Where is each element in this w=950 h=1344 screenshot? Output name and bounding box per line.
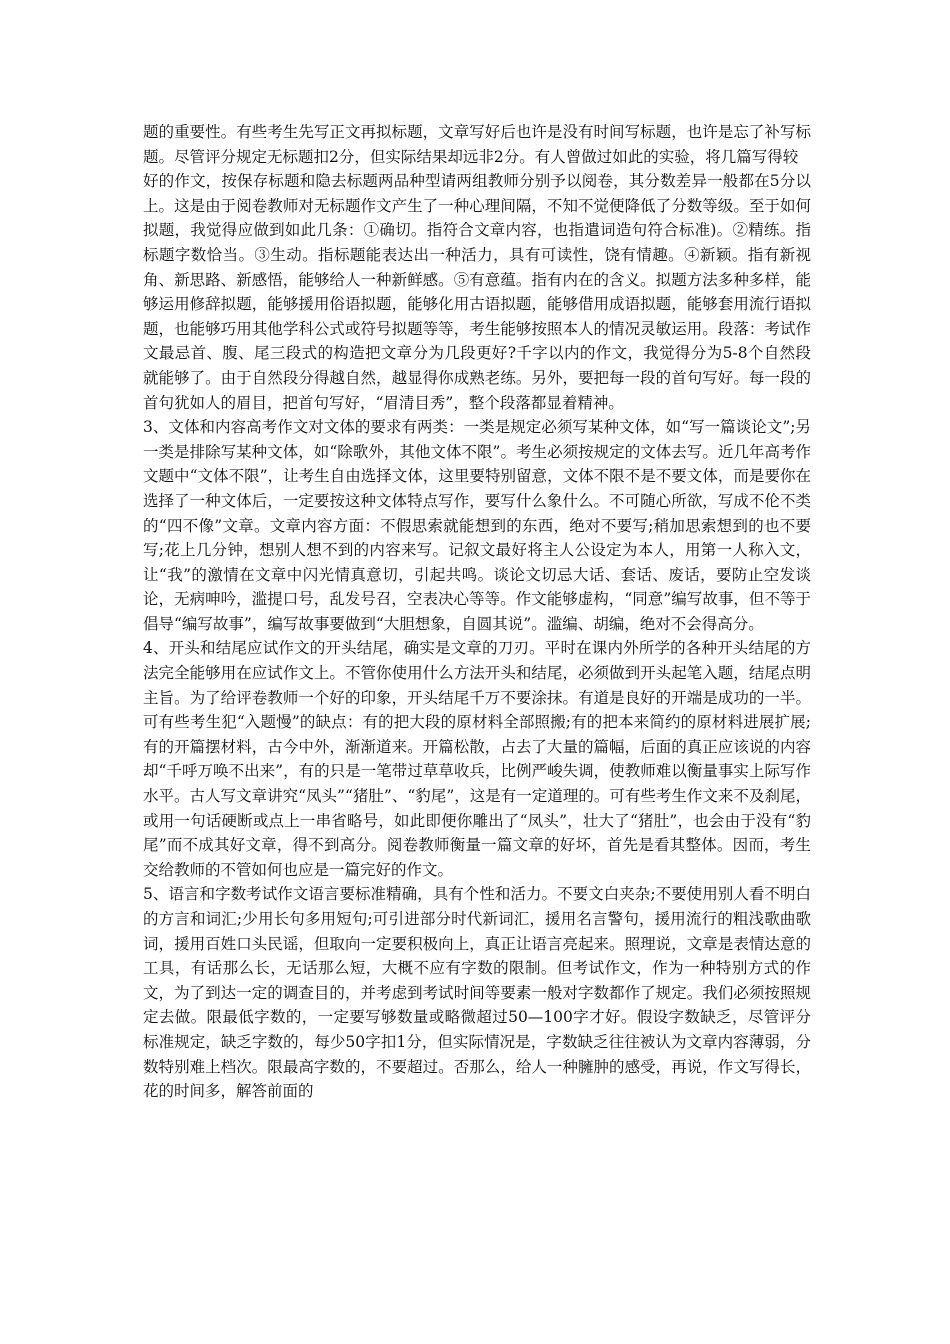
paragraph-opening-and-ending: 4、开头和结尾应试作文的开头结尾，确实是文章的刀刃。平时在课内外所学的各种开头结尾的方法完全能够用在应试作文上。不管你使用什么方法开头和结尾，必须做到开头起笔入题，结尾点明主旨。为了给评卷教师一个好的印象，开头结尾千万不要涂抹。有道是良好的开端是成功的一半。可有些考生犯“入题慢”的缺点：有的把大段的原材料全部照搬;有的把本来简约的原材料进展扩展;有的开篇摆材料，古今中外，渐渐道来。开篇松散，占去了大量的篇幅，后面的真正应该说的内容却“千呼万唤不出来”，有的只是一笔带过草草收兵，比例严峻失调，使教师难以衡量事实上际写作水平。古人写文章讲究“凤头”“猪肚”、“豹尾”，这是有一定道理的。可有些考生作文来不及刹尾，或用一句话硬断或点上一串省略号，如此即便你雕出了“凤头”，壮大了“猪肚”，也会由于没有“豹尾”而不成其好文章，得不到高分。阅卷教师衡量一篇文章的好坏，首先是看其整体。因而，考生交给教师的不管如何也应是一篇完好的作文。 bbox=[143, 639, 811, 879]
paragraph-title-drafting: 好的作文，按保存标题和隐去标题两品种型请两组教师分别予以阅卷，其分数差异一般都在5分以上。这是由于阅卷教师对无标题作文产生了一种心理间隔，不知不觉便降低了分数等级。至于如何拟题，我觉得应做到如此几条：①确切。指符合文章内容，也指遣词造句符合标准)。②精练。指标题字数恰当。③生动。指标题能表达出一种活力，具有可读性，饶有情趣。④新颖。指有新视角、新思路、新感悟，能够给人一种新鲜感。⑤有意蕴。指有内在的含义。拟题方法多种多样，能够运用修辞拟题，能够援用俗语拟题，能够化用古语拟题，能够借用成语拟题，能够套用流行语拟题，也能够巧用其他学科公式或符号拟题等等，考生能够按照本人的情况灵敏运用。段落：考试作文最忌首、腹、尾三段式的构造把文章分为几段更好?千字以内的作文，我觉得分为5-8个自然段就能够了。由于自然段分得越自然，越显得你成熟老练。另外，要把每一段的首句写好。每一段的首句犹如人的眉目，把首句写好，“眉清目秀”，整个段落都显着精神。 bbox=[143, 172, 811, 412]
paragraph-language-and-length: 5、语言和字数考试作文语言要标准精确，具有个性和活力。不要文白夹杂;不要使用别人看不明白的方言和词汇;少用长句多用短句;可引进部分时代新词汇，援用名言警句，援用流行的粗浅歌曲歌词，援用百姓口头民谣，但取向一定要积极向上，真正让语言亮起来。照理说，文章是表情达意的工具，有话那么长，无话那么短，大概不应有字数的限制。但考试作文，作为一种特别方式的作文，为了到达一定的调查目的，并考虑到考试时间等要素一般对字数都作了规定。我们必须按照规定去做。限最低字数的，一定要写够数量或略微超过50—100字才好。假设字数缺乏，尽管评分标准规定，缺乏字数的，每少50字扣1分，但实际情况是，字数缺乏往往被认为文章内容薄弱，分数特别难上档次。限最高字数的，不要超过。否那么，给人一种臃肿的感受，再说，作文写得长，花的时间多，解答前面的 bbox=[143, 885, 811, 1101]
paragraph-title-importance-continued: 题的重要性。有些考生先写正文再拟标题，文章写好后也许是没有时间写标题，也许是忘了补写标题。尽管评分规定无标题扣2分，但实际结果却远非2分。有人曾做过如此的实验，将几篇写得较 bbox=[143, 123, 811, 166]
document-body bbox=[143, 120, 811, 1104]
paragraph-genre-and-content: 3、文体和内容高考作文对文体的要求有两类：一类是规定必须写某种文体，如“写一篇谈论文”;另一类是排除写某种文体，如“除歌外，其他文体不限”。考生必须按规定的文体去写。近几年高考作文题中“文体不限”，让考生自由选择文体，这里要特别留意，文体不限不是不要文体，而是要你在选择了一种文体后，一定要按这种文体特点写作，要写什么象什么。不可随心所欲，写成不伦不类的“四不像”文章。文章内容方面：不假思索就能想到的东西，绝对不要写;稍加思索想到的也不要写;花上几分钟，想别人想不到的内容来写。记叙文最好将主人公设定为本人，用第一人称入文，让“我”的激情在文章中闪光情真意切，引起共鸣。谈论文切忌大话、套话、废话，要防止空发谈论，无病呻吟，滥提口号，乱发号召，空表决心等等。作文能够虚构，“同意”编写故事，但不等于倡导“编写故事”，编写故事要做到“大胆想象，自圆其说”。滥编、胡编，绝对不会得高分。 bbox=[143, 418, 811, 633]
